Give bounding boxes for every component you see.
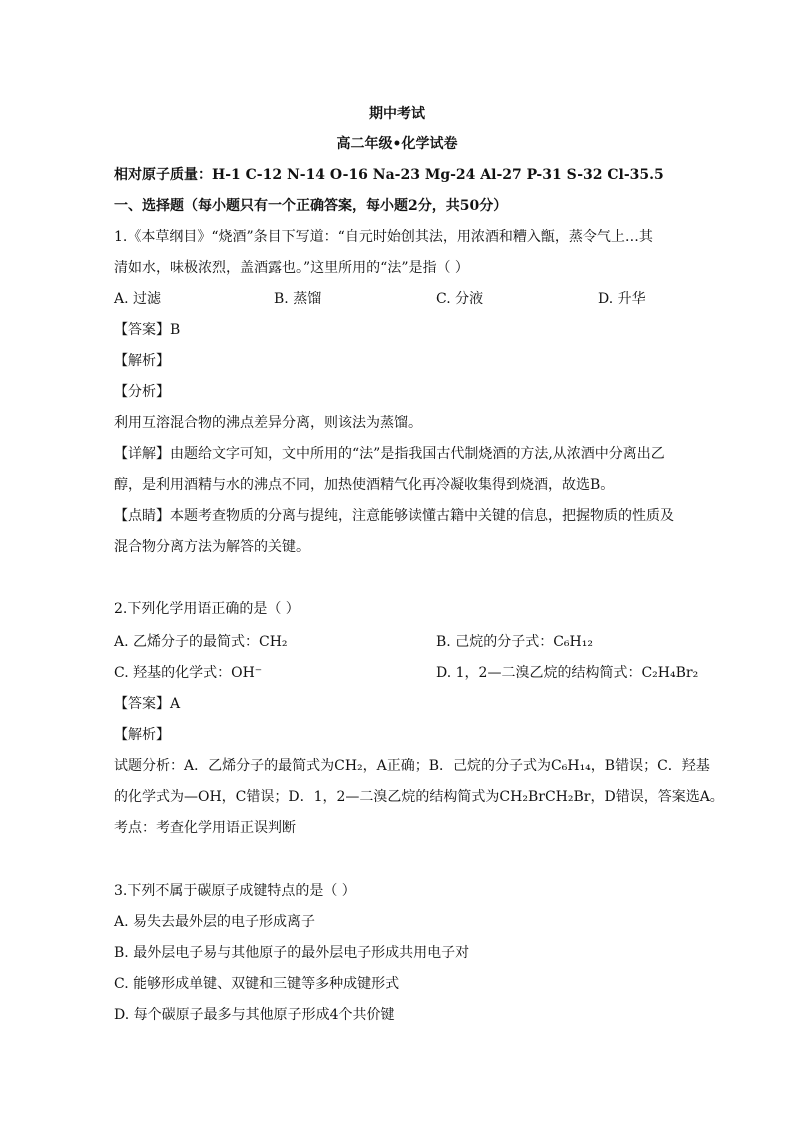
q2-analysis-line1: 试题分析：A．乙烯分子的最简式为CH₂，A正确；B．己烷的分子式为C₆H₁₄，B错误；C．羟基 [114, 758, 710, 774]
q3-option-a: A. 易失去最外层的电子形成离子 [114, 914, 316, 930]
q3-option-d: D. 每个碳原子最多与其他原子形成4个共价键 [114, 1007, 395, 1023]
q1-point-line1: 【点睛】本题考查物质的分离与提纯，注意能够读懂古籍中关键的信息，把握物质的性质及 [114, 508, 674, 524]
q2-option-c: C. 羟基的化学式：OH⁻ [114, 665, 263, 681]
q1-option-c: C. 分液 [436, 291, 484, 307]
q3-stem: 3.下列不属于碳原子成键特点的是（ ） [114, 883, 356, 899]
exam-title: 期中考试 [369, 106, 425, 122]
q1-detail-line2: 醇，是利用酒精与水的沸点不同，加热使酒精气化再冷凝收集得到烧酒，故选B。 [114, 477, 615, 493]
q1-fenxi-text: 利用互溶混合物的沸点差异分离，则该法为蒸馏。 [114, 415, 422, 431]
atomic-mass-line: 相对原子质量：H-1 C-12 N-14 O-16 Na-23 Mg-24 Al-27 P-31 S-32 Cl-35.5 [114, 167, 664, 183]
q1-option-b: B. 蒸馏 [274, 291, 322, 307]
q2-option-d: D. 1，2—二溴乙烷的结构简式：C₂H₄Br₂ [436, 665, 699, 681]
q2-stem: 2.下列化学用语正确的是（ ） [114, 601, 300, 617]
q1-stem-line2: 清如水，味极浓烈，盖酒露也。”这里所用的“法”是指（ ） [114, 260, 469, 276]
q1-option-a: A. 过滤 [114, 291, 162, 307]
q2-kaodian: 考点：考查化学用语正误判断 [114, 820, 296, 836]
q2-answer: 【答案】A [114, 696, 181, 712]
exam-subtitle: 高二年级•化学试卷 [336, 136, 458, 152]
q1-option-d: D. 升华 [598, 291, 646, 307]
q1-analysis-label: 【解析】 [114, 353, 170, 369]
q1-fenxi-label: 【分析】 [114, 384, 170, 400]
q1-detail-line1: 【详解】由题给文字可知，文中所用的“法”是指我国古代制烧酒的方法,从浓酒中分离出乙 [114, 446, 665, 462]
q2-option-a: A. 乙烯分子的最简式：CH₂ [114, 634, 288, 650]
q2-option-b: B. 己烷的分子式：C₆H₁₂ [436, 634, 593, 650]
q1-answer: 【答案】B [114, 322, 181, 338]
q3-option-c: C. 能够形成单键、双键和三键等多种成键形式 [114, 976, 400, 992]
q1-point-line2: 混合物分离方法为解答的关键。 [114, 539, 310, 555]
section-heading: 一、选择题（每小题只有一个正确答案，每小题2分，共50分） [114, 198, 508, 214]
q3-option-b: B. 最外层电子易与其他原子的最外层电子形成共用电子对 [114, 945, 470, 961]
q2-analysis-line2: 的化学式为—OH，C错误；D．1，2—二溴乙烷的结构简式为CH₂BrCH₂Br，D错误，答案选A。 [114, 789, 724, 805]
q1-stem-line1: 1.《本草纲目》“烧酒”条目下写道：“自元时始创其法，用浓酒和糟入甑，蒸令气上…其 [114, 229, 653, 245]
q2-analysis-label: 【解析】 [114, 727, 170, 743]
